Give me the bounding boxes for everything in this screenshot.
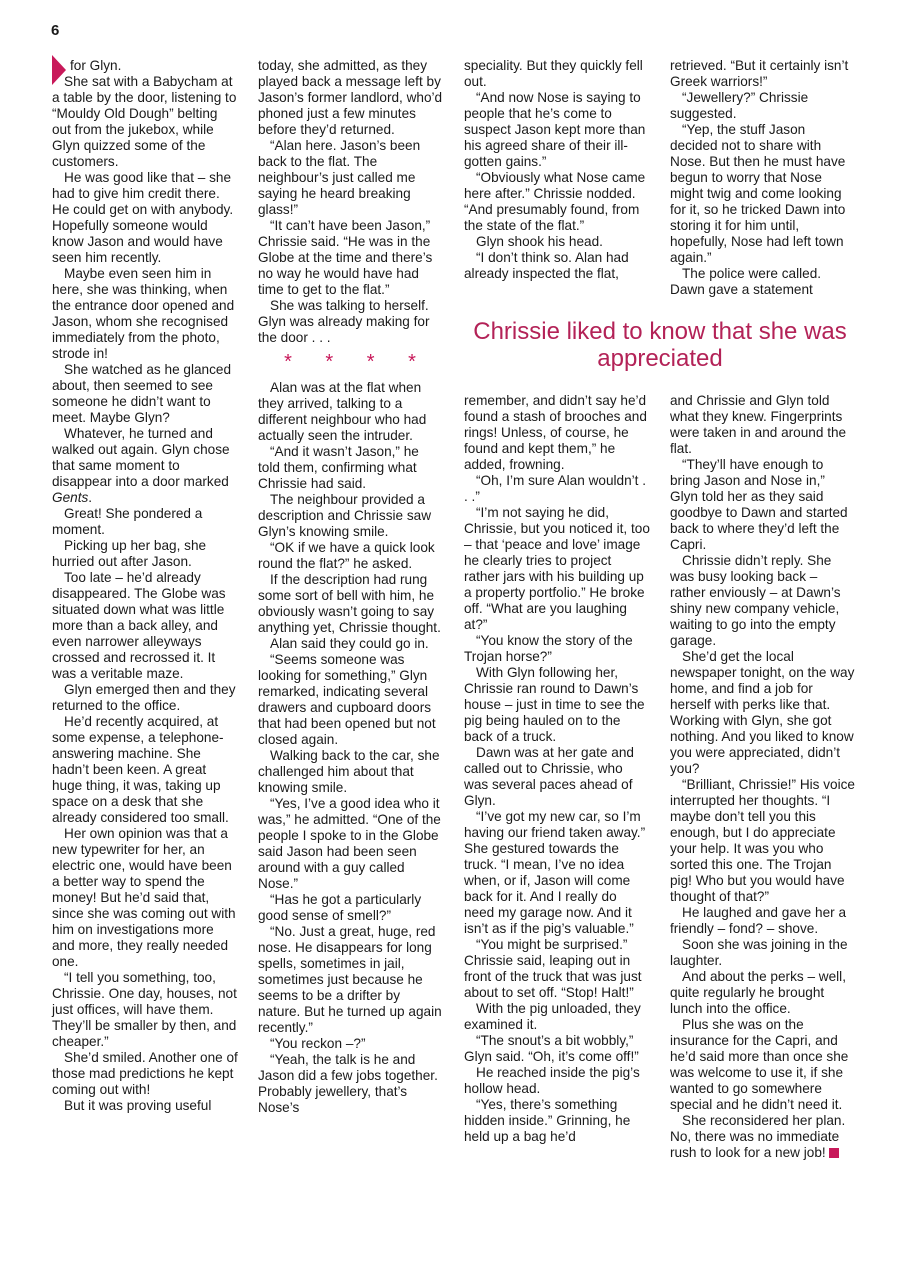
paragraph: “You know the story of the Trojan horse?”	[464, 633, 633, 664]
paragraph: Glyn shook his head.	[476, 234, 603, 249]
paragraph: “And now Nose is saying to people that he’s come to suspect Jason kept more than his agreed share of their ill-gotten gains.”	[464, 90, 646, 169]
story-continuation-marker	[52, 55, 66, 85]
paragraph: “Yes, I’ve a good idea who it was,” he admitted. “One of the people I spoke to in the Globe said Jason had been seen around with a guy called Nose.”	[258, 796, 441, 891]
paragraph: Great! She pondered a moment.	[52, 506, 203, 537]
paragraph: “No. Just a great, huge, red nose. He disappears for long spells, sometimes in jail, sometimes just because he seems to be a drifter by nature. But he turned up again recently.”	[258, 924, 442, 1035]
paragraph-text: She reconsidered her plan. No, there was no immediate rush to look for a new job!	[670, 1113, 846, 1160]
paragraph: “I don’t think so. Alan had already inspected the flat,	[464, 250, 629, 281]
paragraph: “Oh, I’m sure Alan wouldn’t . . .”	[464, 473, 646, 504]
paragraph: “I tell you something, too, Chrissie. One day, houses, not just offices, will have them. They’ll be smaller by then, and cheaper.”	[52, 970, 237, 1049]
paragraph: Glyn emerged then and they returned to the office.	[52, 682, 236, 713]
paragraph: “Jewellery?” Chrissie suggested.	[670, 90, 809, 121]
paragraph: She’d get the local newspaper tonight, on the way home, and find a job for herself with perks like that. Working with Glyn, she got nothing. And you liked to know you were appreciated, didn’t you?	[670, 649, 855, 776]
paragraph: With the pig unloaded, they examined it.	[464, 1001, 641, 1032]
paragraph: Dawn was at her gate and called out to Chrissie, who was several paces ahead of Glyn.	[464, 745, 634, 808]
paragraph: Plus she was on the insurance for the Capri, and he’d said more than once she was welcome to use it, if she wanted to go somewhere special and he didn’t need it.	[670, 1017, 849, 1112]
paragraph: And about the perks – well, quite regularly he brought lunch into the office.	[670, 969, 846, 1016]
paragraph: “Has he got a particularly good sense of smell?”	[258, 892, 422, 923]
paragraph: “They’ll have enough to bring Jason and Nose in,” Glyn told her as they said goodbye to Dawn and started back to where they’d left the Capri.	[670, 457, 848, 552]
story-end-mark	[829, 1148, 839, 1158]
pull-quote: Chrissie liked to know that she was appreciated	[473, 318, 847, 372]
section-break-stars: * * * *	[284, 351, 430, 373]
paragraph: Whatever, he turned and walked out again. Glyn chose that same moment to disappear into a door marked Gents.	[52, 426, 230, 505]
paragraph: “OK if we have a quick look round the flat?” he asked.	[258, 540, 435, 571]
paragraph: He laughed and gave her a friendly – fond? – shove.	[670, 905, 847, 936]
paragraph: Too late – he’d already disappeared. The Globe was situated down what was little more than a back alley, and even narrower alleyways crossed and recrossed it. It was a veritable maze.	[52, 570, 226, 681]
paragraph: Alan said they could go in.	[270, 636, 429, 651]
paragraph: Walking back to the car, she challenged him about that knowing smile.	[258, 748, 440, 795]
paragraph: Maybe even seen him in here, she was thinking, when the entrance door opened and Jason, whom she recognised immediately from the photo, strode in!	[52, 266, 235, 361]
paragraph: “Alan here. Jason’s been back to the flat. The neighbour’s just called me saying he heard breaking glass!”	[258, 138, 421, 217]
page-number: 6	[51, 22, 60, 39]
paragraph: “You might be surprised.” Chrissie said, leaping out in front of the truck that was just about to set off. “Stop! Halt!”	[464, 937, 642, 1000]
paragraph: She’d smiled. Another one of those mad predictions he kept coming out with!	[52, 1050, 238, 1097]
paragraph: and Chrissie and Glyn told what they knew. Fingerprints were taken in and around the flat.	[670, 393, 847, 456]
paragraph	[670, 1113, 856, 1161]
paragraph: She watched as he glanced about, then seemed to see someone he didn’t want to meet. Maybe Glyn?	[52, 362, 232, 425]
paragraph: Alan was at the flat when they arrived, talking to a different neighbour who had actually seen the intruder.	[258, 380, 427, 443]
gents-sign-text: Gents	[52, 490, 89, 505]
column-3-top	[464, 58, 650, 282]
paragraph: If the description had rung some sort of bell with him, he obviously wasn’t going to say anything yet, Chrissie thought.	[258, 572, 441, 635]
paragraph: He’d recently acquired, at some expense, a telephone-answering machine. She hadn’t been keen. A great huge thing, it was, taking up space on a desk that she already considered too small.	[52, 714, 229, 825]
paragraph: “The snout’s a bit wobbly,” Glyn said. “Oh, it’s come off!”	[464, 1033, 639, 1064]
column-2	[258, 58, 444, 1116]
paragraph: “Yes, there’s something hidden inside.” Grinning, he held up a bag he’d	[464, 1097, 631, 1144]
column-4-bottom	[670, 393, 856, 1161]
paragraph: “It can’t have been Jason,” Chrissie said. “He was in the Globe at the time and there’s no way he would have had time to get to the flat.”	[258, 218, 433, 297]
paragraph: Her own opinion was that a new typewriter for her, an electric one, would have been a better way to spend the money! But he’d said that, since she was coming out with him on investigations more and more, they really needed one.	[52, 826, 236, 969]
paragraph: With Glyn following her, Chrissie ran round to Dawn’s house – just in time to see the pig being hauled on to the back of a truck.	[464, 665, 645, 744]
paragraph: Soon she was joining in the laughter.	[670, 937, 848, 968]
paragraph: speciality. But they quickly fell out.	[464, 58, 643, 89]
paragraph: today, she admitted, as they played back a message left by Jason’s former landlord, who’d phoned just a few minutes before they’d returned.	[258, 58, 443, 137]
paragraph: But it was proving useful	[64, 1098, 212, 1113]
paragraph: “Yeah, the talk is he and Jason did a few jobs together. Probably jewellery, that’s Nose’s	[258, 1052, 438, 1115]
paragraph: for Glyn.	[70, 58, 122, 73]
paragraph: “And it wasn’t Jason,” he told them, confirming what Chrissie had said.	[258, 444, 419, 491]
paragraph: retrieved. “But it certainly isn’t Greek warriors!”	[670, 58, 849, 89]
column-3-bottom	[464, 393, 650, 1145]
paragraph: remember, and didn’t say he’d found a stash of brooches and rings! Unless, of course, he found and kept them,” he added, frowning.	[464, 393, 647, 472]
paragraph: “You reckon –?”	[270, 1036, 366, 1051]
paragraph: Chrissie didn’t reply. She was busy looking back – rather enviously – at Dawn’s shiny new company vehicle, waiting to go into the empty garage.	[670, 553, 841, 648]
paragraph: “Brilliant, Chrissie!” His voice interrupted her thoughts. “I maybe don’t tell you this enough, but I do appreciate your help. It was you who sorted this one. The Trojan pig! Who but you would have thought of that?”	[670, 777, 855, 904]
column-4-top	[670, 58, 856, 298]
column-1	[52, 58, 238, 1114]
paragraph-text: Whatever, he turned and walked out again. Glyn chose that same moment to disappear into a door marked	[52, 426, 230, 489]
paragraph: Picking up her bag, she hurried out after Jason.	[52, 538, 207, 569]
paragraph: The police were called. Dawn gave a statement	[670, 266, 822, 297]
paragraph: She sat with a Babycham at a table by the door, listening to “Mouldy Old Dough” belting out from the jukebox, while Glyn quizzed some of the customers.	[52, 74, 237, 169]
paragraph: “I’ve got my new car, so I’m having our friend taken away.” She gestured towards the truck. “I mean, I’ve no idea when, or if, Jason will come back for it. And I really do need my garage now. And it isn’t as if the pig’s valuable.”	[464, 809, 646, 936]
paragraph: “Obviously what Nose came here after.” Chrissie nodded. “And presumably found, from the state of the flat.”	[464, 170, 646, 233]
paragraph: He was good like that – she had to give him credit there. He could get on with anybody. Hopefully someone would know Jason and would have seen him recently.	[52, 170, 234, 265]
paragraph: “Yep, the stuff Jason decided not to share with Nose. But then he must have begun to worry that Nose might twig and come looking for it, so he tricked Dawn into storing it for him until, hopefully, Nose had left town again.”	[670, 122, 846, 265]
paragraph: He reached inside the pig’s hollow head.	[464, 1065, 640, 1096]
paragraph: “Seems someone was looking for something,” Glyn remarked, indicating several drawers and cupboard doors that had been opened but not closed again.	[258, 652, 436, 747]
paragraph: The neighbour provided a description and Chrissie saw Glyn’s knowing smile.	[258, 492, 432, 539]
paragraph: She was talking to herself. Glyn was already making for the door . . .	[258, 298, 430, 345]
paragraph: “I’m not saying he did, Chrissie, but you noticed it, too – that ‘peace and love’ image he clearly tries to project rather jars with his building up a property portfolio.” He broke off. “What are you laughing at?”	[464, 505, 650, 632]
